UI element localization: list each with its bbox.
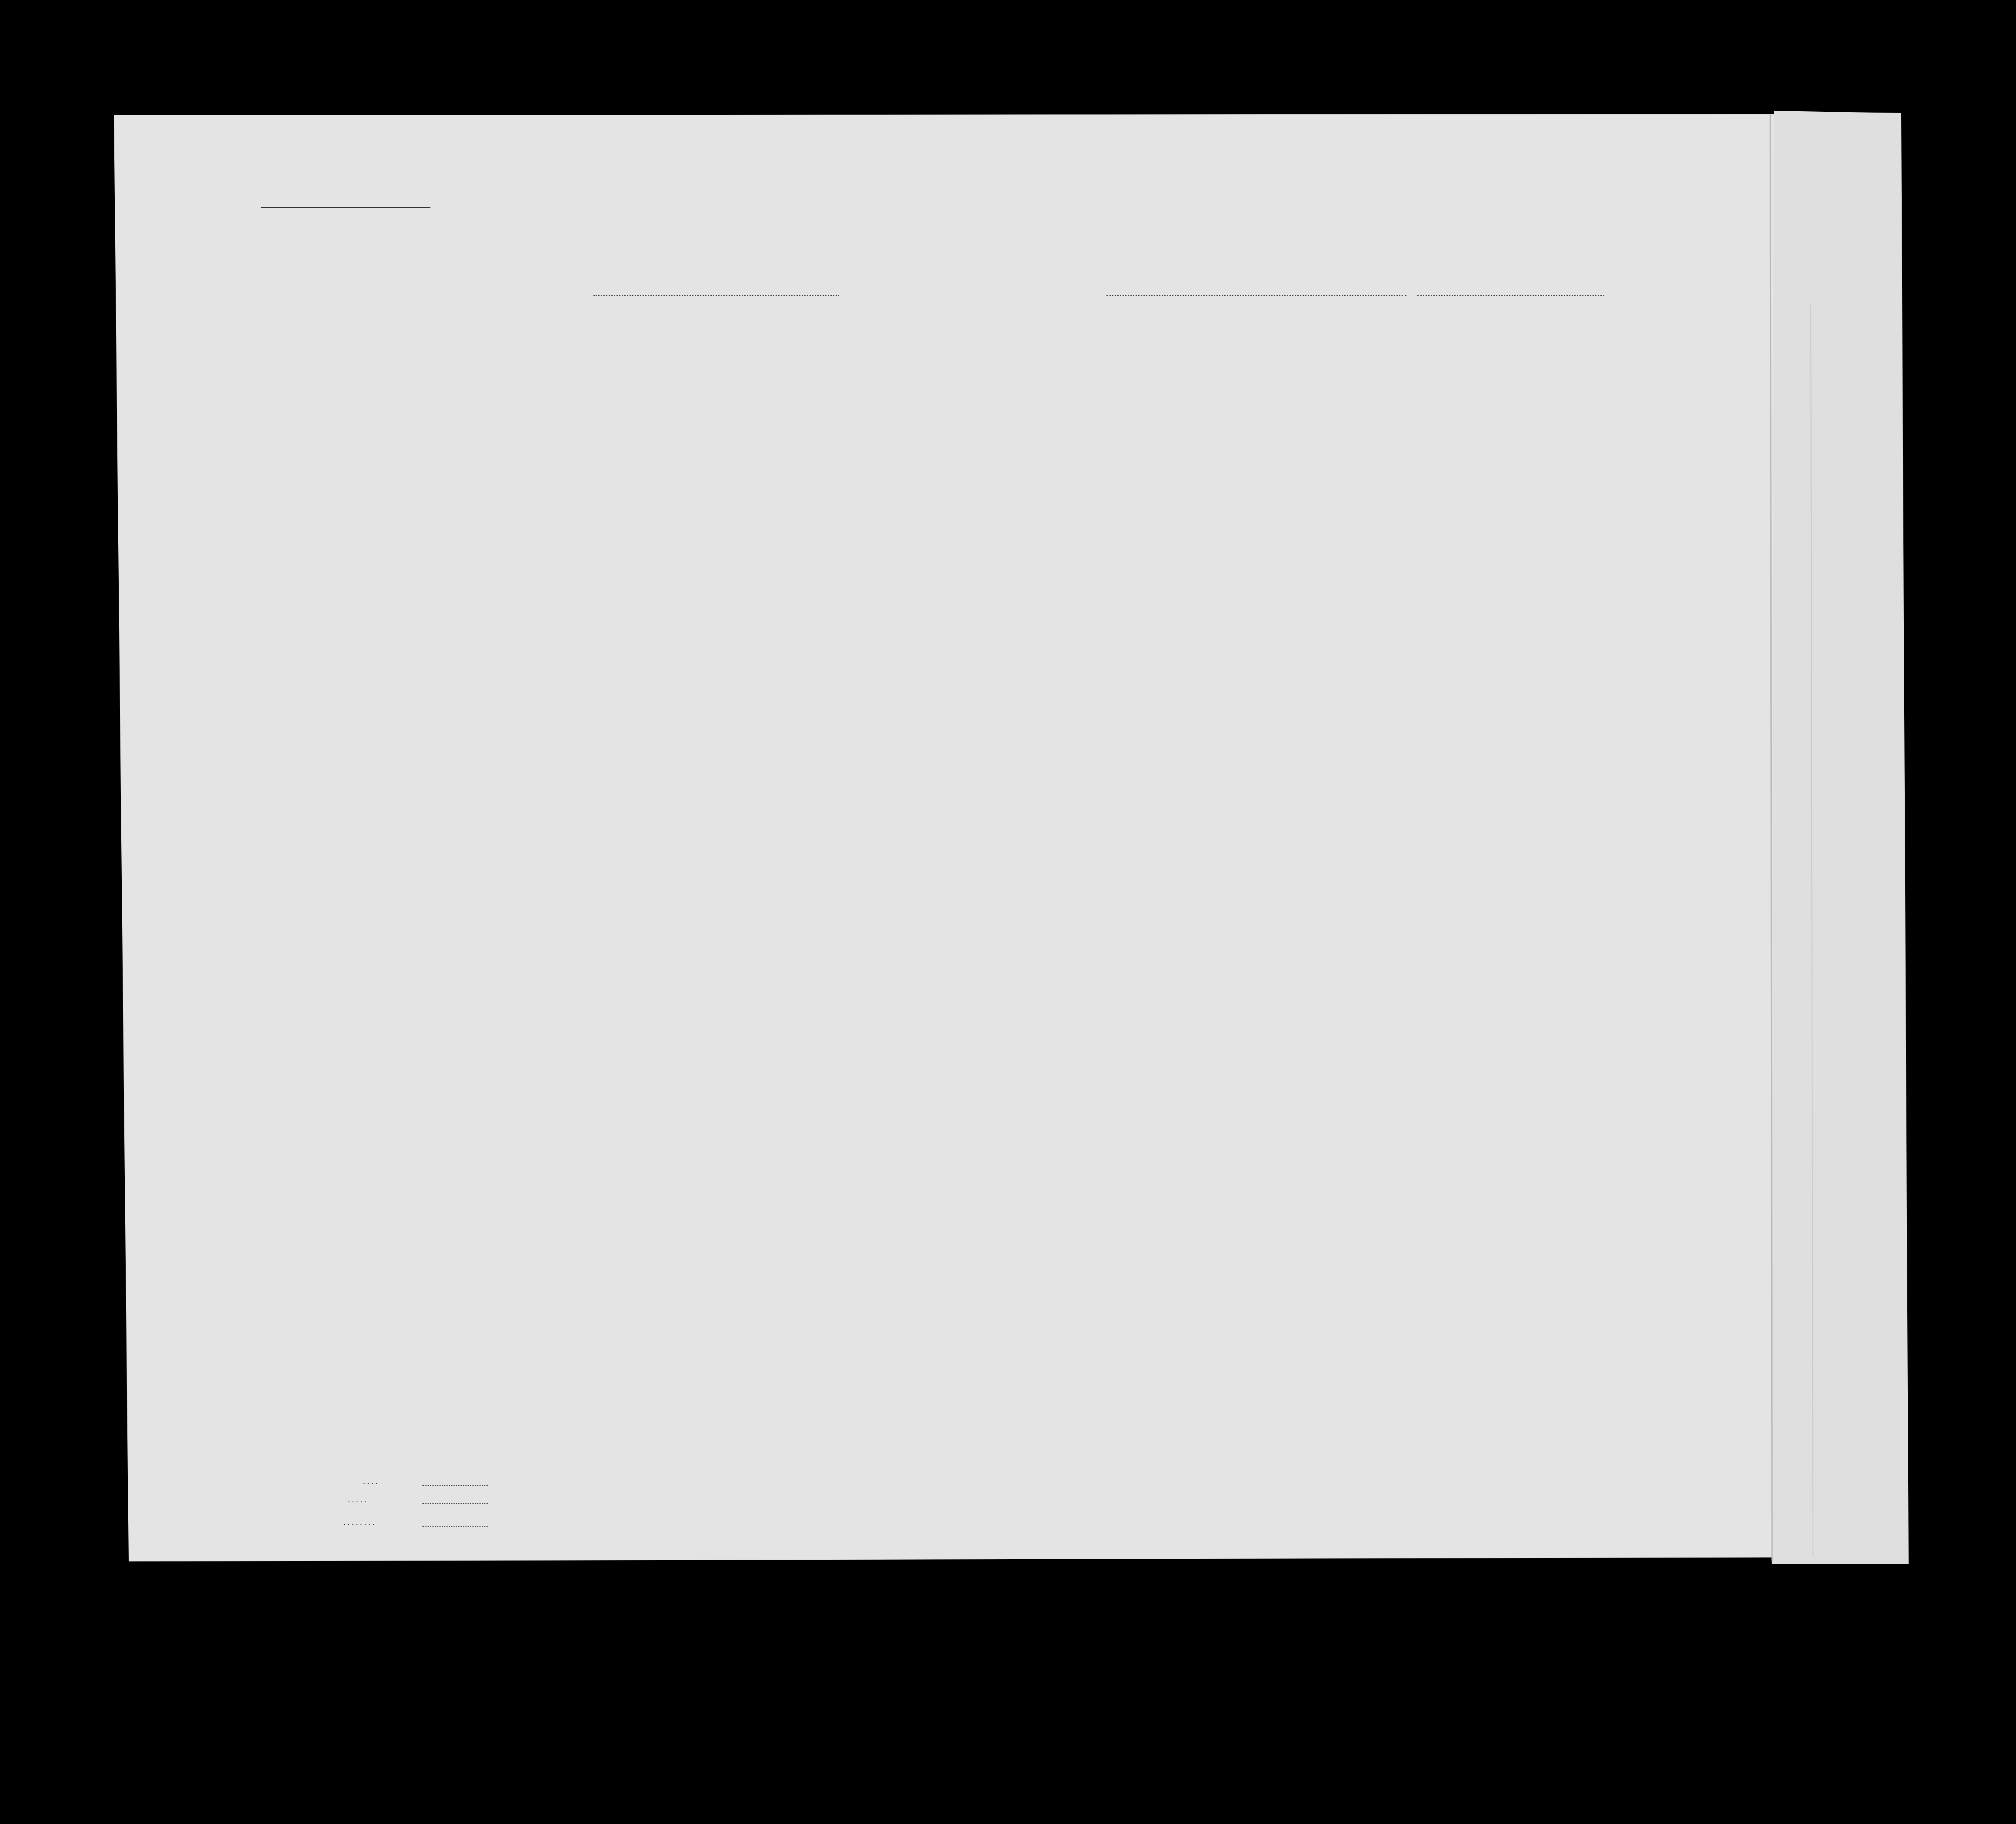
footer-right-partial bbox=[1866, 1475, 1901, 1540]
header-col16-partial bbox=[1866, 369, 1896, 413]
